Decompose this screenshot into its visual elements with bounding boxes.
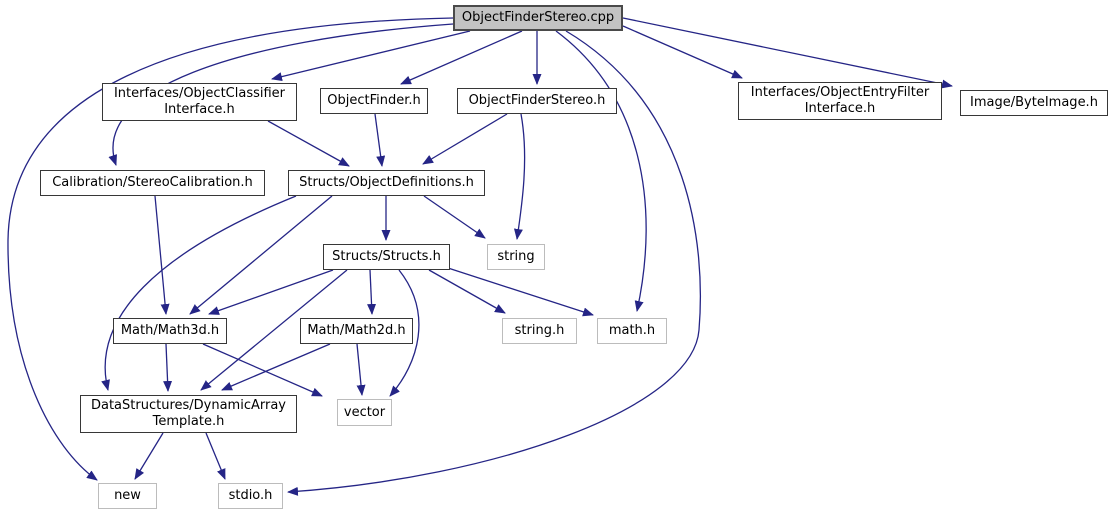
node-label: DataStructures/DynamicArray [90, 398, 286, 413]
node-label: math.h [608, 323, 656, 338]
node-math3d-h[interactable] [113, 318, 227, 344]
node-objectclassifier-interface-h[interactable] [102, 83, 297, 121]
node-label: vector [343, 404, 386, 420]
node-label: Calibration/StereoCalibration.h [52, 175, 253, 190]
node-structs-h[interactable] [323, 244, 450, 270]
node-string [487, 244, 545, 270]
node-math2d-h[interactable] [300, 318, 413, 344]
node-byteimage-h[interactable] [960, 90, 1108, 116]
node-label: string [497, 249, 535, 264]
node-label: Interfaces/ObjectEntryFilter [750, 85, 930, 100]
node-dynamicarraytemplate-h[interactable] [80, 395, 297, 433]
node-objectfinderstereo-h[interactable] [457, 88, 617, 114]
node-label: ObjectFinderStereo.h [468, 93, 606, 108]
node-label: Template.h [152, 414, 225, 429]
node-label: ObjectFinderStereo.cpp [461, 10, 615, 25]
node-label: Interface.h [164, 102, 235, 117]
node-label: Math/Math2d.h [307, 323, 406, 338]
node-stereocalibration-h[interactable] [40, 170, 265, 196]
node-objectfinder-h[interactable] [320, 88, 428, 114]
node-label: ObjectFinder.h [327, 93, 421, 108]
node-objectentryfilter-interface-h[interactable] [738, 82, 942, 120]
node-string-h [502, 318, 577, 344]
node-label: Image/ByteImage.h [970, 95, 1098, 110]
node-label: new [114, 488, 141, 503]
node-new [98, 483, 157, 509]
node-label: Structs/ObjectDefinitions.h [299, 175, 474, 190]
node-label: Interface.h [804, 101, 876, 116]
node-objectdefinitions-h[interactable] [288, 170, 485, 196]
node-label: Interfaces/ObjectClassifier [113, 86, 286, 101]
node-label: string.h [514, 323, 565, 338]
node-objectfinderstereo-cpp[interactable] [453, 5, 623, 31]
node-label: Structs/Structs.h [332, 249, 441, 264]
node-math-h [597, 318, 667, 344]
node-label: stdio.h [228, 488, 273, 503]
node-label: Math/Math3d.h [120, 323, 220, 338]
node-stdio-h [218, 483, 283, 509]
node-vector [337, 399, 392, 426]
